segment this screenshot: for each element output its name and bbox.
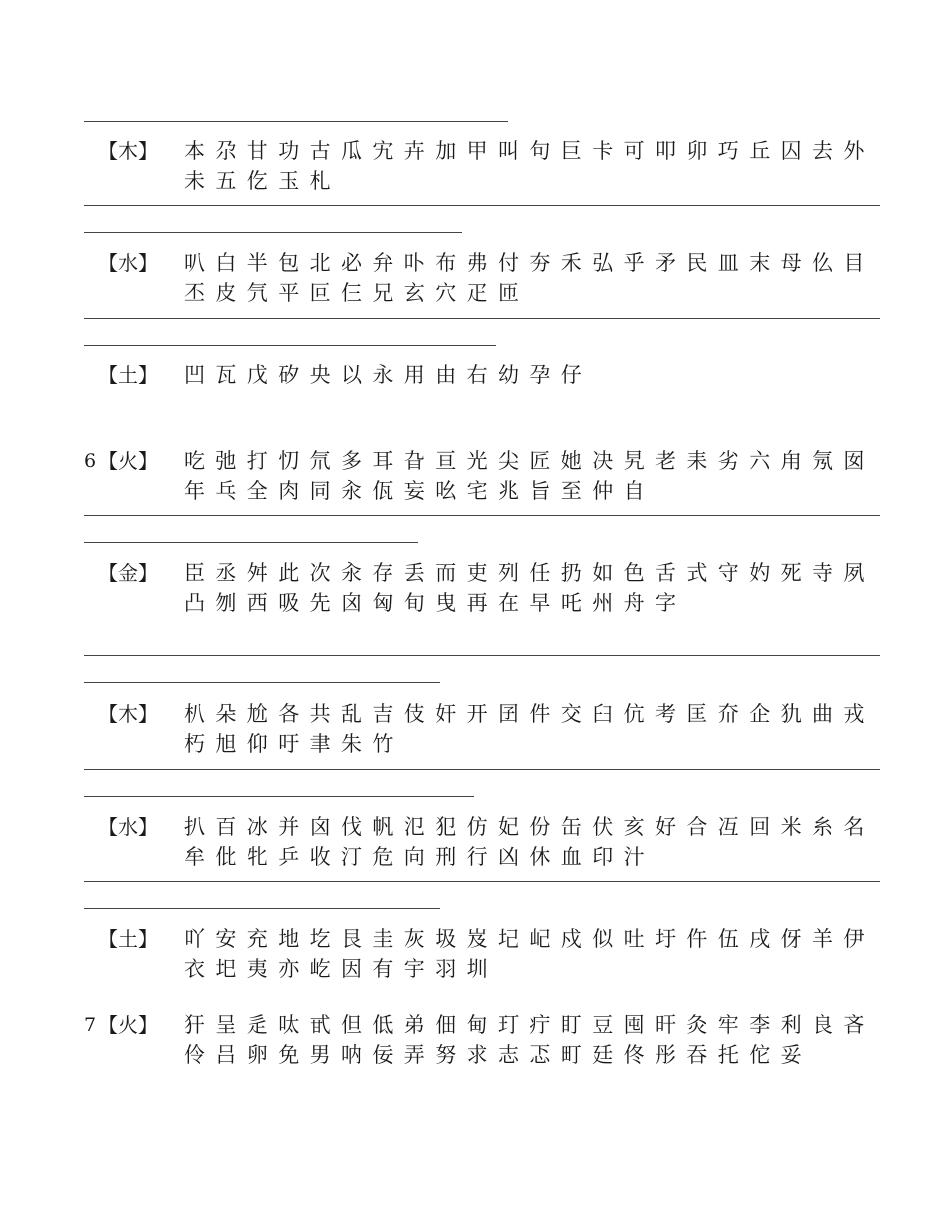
character-list: 臣丞舛此次汆存丢而吏列任扔如色舌式守妁死寺夙凸刎西吸先囟匈旬曳再在早吒州舟字: [184, 561, 875, 615]
separator-rule: [84, 205, 880, 206]
separator-rule: [84, 908, 440, 909]
separator-rule: [84, 345, 496, 346]
stroke-count: 6: [84, 450, 97, 472]
element-label: 【土】: [98, 363, 158, 387]
separator-rule: [84, 769, 880, 770]
separator-rule: [84, 318, 880, 319]
character-list: 叭白半包北必弁卟布弗付夯禾弘乎矛民皿末母仫目丕皮氕平叵仨兄玄穴疋匝: [184, 251, 875, 305]
element-label: 【木】: [98, 702, 158, 726]
character-list: 吃弛打忉氘多耳旮亘光尖匠她决旯老耒劣六甪氖囡年乓全肉同汆佤妄吆宅兆旨至仲自: [184, 449, 875, 503]
element-label: 【土】: [98, 927, 158, 951]
element-label: 【木】: [98, 139, 158, 163]
separator-rule: [84, 515, 880, 516]
character-list: 犴呈辵呔甙但低弟佃甸玎疔盯豆囤旰灸牢李利良吝伶吕卵免男呐佞弄努求志忑町廷佟彤吞托佗妥: [184, 1013, 875, 1067]
separator-rule: [84, 682, 440, 683]
separator-rule: [84, 796, 474, 797]
separator-rule: [84, 881, 880, 882]
separator-rule: [84, 542, 418, 543]
character-list: 吖安充地圪艮圭灰圾岌圮屺戍似吐圩仵伍戌伢羊伊衣圯夷亦屹因有宇羽圳: [184, 927, 875, 981]
element-label: 【水】: [98, 815, 158, 839]
stroke-count: 7: [84, 1014, 97, 1036]
separator-rule: [84, 121, 508, 122]
element-label: 【火】: [98, 449, 158, 473]
character-list: 扒百冰并囟伐帆氾犯仿妃份缶伏亥好合冱回米糸名牟仳牝乒收汀危向刑行凶休血印汁: [184, 815, 875, 869]
character-list: 本尕甘功古瓜宄卉加甲叫句巨卡可叩卯巧丘囚去外未五仡玉札: [184, 139, 875, 193]
character-list: 朳朵尬各共乱吉伎奸开囝件交臼伉考匡夼企犰曲戎朽旭仰吁聿朱竹: [184, 702, 875, 756]
element-label: 【火】: [98, 1013, 158, 1037]
separator-rule: [84, 232, 462, 233]
element-label: 【金】: [98, 561, 158, 585]
character-list: 凹瓦戊矽央以永用由右幼孕仔: [184, 363, 593, 387]
separator-rule: [84, 655, 880, 656]
element-label: 【水】: [98, 251, 158, 275]
